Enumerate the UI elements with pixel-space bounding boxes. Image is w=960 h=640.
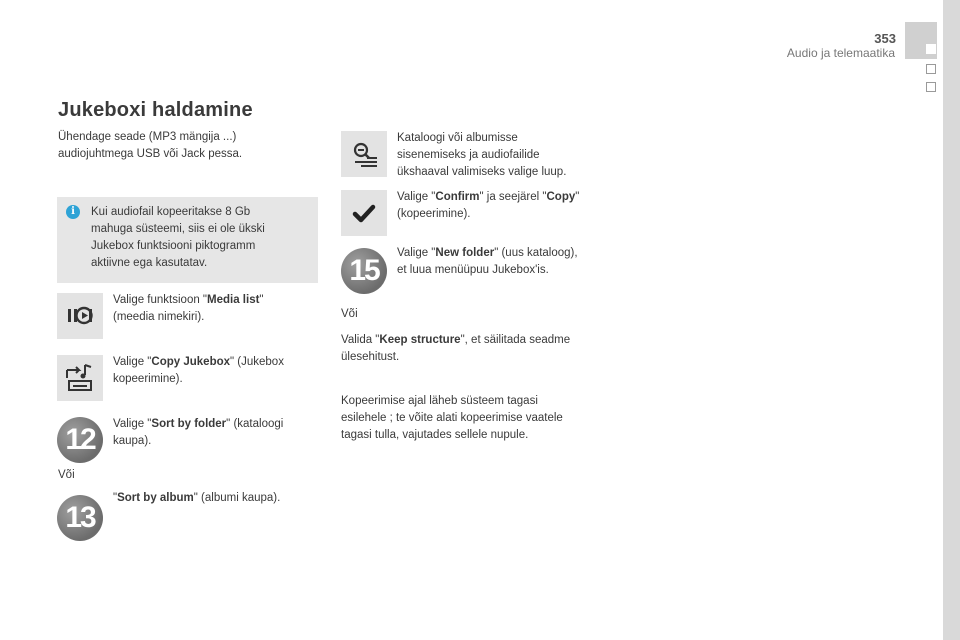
step-text: " <box>113 492 118 504</box>
menu-option-new-folder: New folder <box>435 247 495 259</box>
step-text: Valige " <box>113 356 152 368</box>
step-text: " (uus kataloog), <box>494 247 578 259</box>
step-sort-album <box>113 490 280 507</box>
menu-option-copy-jukebox: Copy Jukebox <box>151 356 231 368</box>
step-text: sisenemiseks ja audiofailide <box>397 149 540 161</box>
step-number-badge: 13 <box>57 495 103 541</box>
copy-jukebox-icon <box>57 355 103 401</box>
step-number-badge: 15 <box>341 248 387 294</box>
step-text: kopeerimine). <box>113 373 183 385</box>
step-number-badge: 12 <box>57 417 103 463</box>
menu-option-media-list: Media list <box>207 294 260 306</box>
step-browse <box>397 130 566 181</box>
info-note-line: Jukebox funktsiooni piktogramm <box>91 240 256 252</box>
step-keep-structure <box>341 332 570 366</box>
step-text: (meedia nimekiri). <box>113 311 205 323</box>
section-title: Audio ja telemaatika <box>786 46 895 60</box>
info-note-line: Kui audiofail kopeeritakse 8 Gb <box>91 206 251 218</box>
step-copy-jukebox <box>113 354 284 388</box>
checkmark-icon <box>341 190 387 236</box>
step-text: " <box>575 191 580 203</box>
intro-text <box>58 129 242 163</box>
info-icon: i <box>66 205 80 219</box>
step-text: et luua menüüpuu Jukebox'is. <box>397 264 549 276</box>
step-text: " (Jukebox <box>230 356 284 368</box>
step-text: Valige " <box>397 247 436 259</box>
step-text: ükshaaval valimiseks valige luup. <box>397 166 567 178</box>
closing-line: Kopeerimise ajal läheb süsteem tagasi <box>341 395 538 407</box>
step-text: kaupa). <box>113 435 152 447</box>
step-text: (kopeerimine). <box>397 208 471 220</box>
page-edge-strip <box>943 0 960 640</box>
step-text: ", et säilitada seadme <box>460 334 571 346</box>
closing-note <box>341 393 563 444</box>
menu-option-copy: Copy <box>546 191 576 203</box>
step-new-folder <box>397 245 578 279</box>
menu-option-confirm: Confirm <box>435 191 480 203</box>
media-list-icon <box>57 293 103 339</box>
step-text: " <box>259 294 264 306</box>
chapter-marker <box>926 82 936 92</box>
page-number: 353 <box>874 31 896 46</box>
step-text: " ja seejärel " <box>479 191 547 203</box>
chapter-marker-active <box>926 44 936 54</box>
menu-option-keep-structure: Keep structure <box>379 334 461 346</box>
info-note <box>57 197 318 283</box>
step-text: " (albumi kaupa). <box>193 492 281 504</box>
step-text: Valige funktsioon " <box>113 294 208 306</box>
menu-option-sort-folder: Sort by folder <box>151 418 227 430</box>
closing-line: tagasi tulla, vajutades sellele nupule. <box>341 429 529 441</box>
step-text: Valige " <box>113 418 152 430</box>
chapter-marker <box>926 64 936 74</box>
step-text: Valida " <box>341 334 380 346</box>
step-text: Valige " <box>397 191 436 203</box>
info-note-text <box>91 204 311 272</box>
step-text: " (kataloogi <box>226 418 284 430</box>
or-label: Või <box>58 469 75 481</box>
step-media-list <box>113 292 264 326</box>
intro-line: audiojuhtmega USB või Jack pessa. <box>58 148 243 160</box>
closing-line: esilehele ; te võite alati kopeerimise vaatele <box>341 412 563 424</box>
info-note-line: mahuga süsteemi, siis ei ole ükski <box>91 223 265 235</box>
menu-option-sort-album: Sort by album <box>117 492 194 504</box>
browse-list-icon <box>341 131 387 177</box>
step-text: Kataloogi või albumisse <box>397 132 518 144</box>
page-title: Jukeboxi haldamine <box>58 99 253 121</box>
step-confirm <box>397 189 579 223</box>
step-sort-folder <box>113 416 283 450</box>
or-label: Või <box>341 308 358 320</box>
info-note-line: aktiivne ega kasutatav. <box>91 257 208 269</box>
intro-line: Ühendage seade (MP3 mängija ...) <box>58 131 237 143</box>
step-text: ülesehitust. <box>341 351 400 363</box>
